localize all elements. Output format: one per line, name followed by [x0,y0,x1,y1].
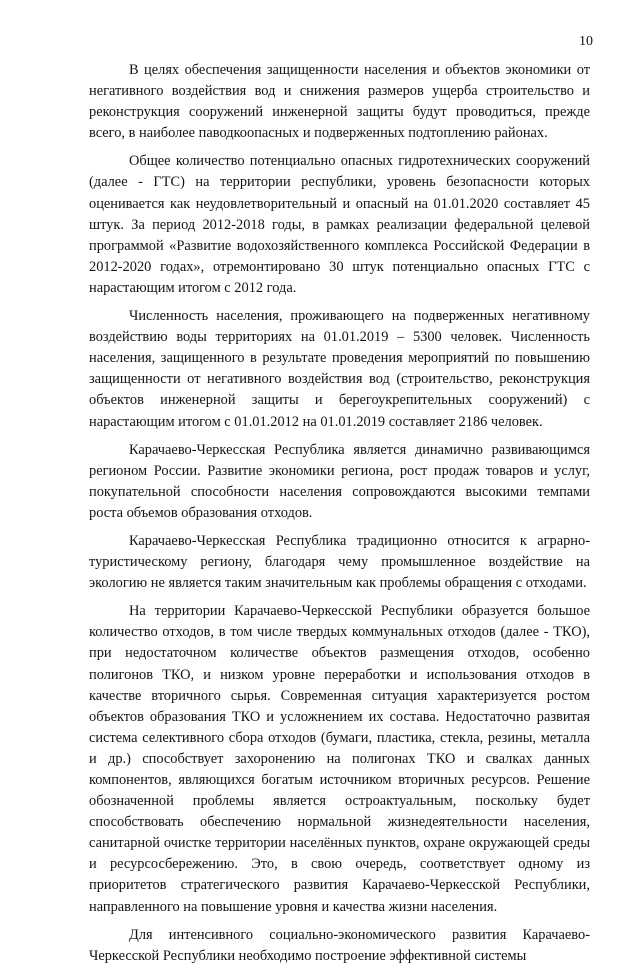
paragraph-1: В целях обеспечения защищенности населения и объектов экономики от негативного воздействия вод и снижения размеров ущерба строительство и реконструкция сооружений инженерной защиты будут проводиться, прежде всего, в наиболее паводкоопасных и подверженных подтоплению районах. [89,62,590,142]
paragraph-6: На территории Карачаево-Черкесской Республики образуется большое количество отходов, в том числе твердых коммунальных отходов (далее - ТКО), при недостаточном количестве объектов размещения отходов, особенно полигонов ТКО, и низком уровне переработки и использования отходов в качестве вторичного сырья. Современная ситуация характеризуется ростом объектов образования ТКО и усложнением их состава. Недостаточно развитая система селективного сбора отходов (бумаги, пластика, стекла, резины, металла и др.) способствует захоронению на полигонах ТКО и свалках данных компонентов, являющихся богатым источником вторичных ресурсов. Решение обозначенной проблемы является остроактуальным, поскольку будет способствовать обеспечению нормальной жизнедеятельности населения, санитарной очистке территории населённых пунктов, охране окружающей среды и ресурсосбережению. Это, в свою очередь, соответствует одному из приоритетов стратегического развития Карачаево-Черкесской Республики, направленного на повышение уровня и качества жизни населения. [89,603,590,915]
paragraph-5: Карачаево-Черкесская Республика традиционно относится к аграрно-туристическому региону, благодаря чему промышленное воздействие на экологию не является таким значительным как проблемы обращения с отходами. [89,532,590,592]
paragraph-4: Карачаево-Черкесская Республика является динамично развивающимся регионом России. Развитие экономики региона, рост продаж товаров и услуг, покупательной способности населения сопровождаются высокими темпами роста объемов образования отходов. [89,441,590,521]
paragraph-2: Общее количество потенциально опасных гидротехнических сооружений (далее - ГТС) на территории республики, уровень безопасности которых оценивается как неудовлетворительный и опасный на 01.01.2020 составляет 45 штук. За период 2012-2018 годы, в рамках реализации федеральной целевой программой «Развитие водохозяйственного комплекса Российской Федерации в 2012-2020 годах», отремонтировано 30 штук потенциально опасных ГТС с нарастающим итогом с 2012 года. [89,153,590,296]
paragraph-7: Для интенсивного социально-экономического развития Карачаево-Черкесской Республики необходимо построение эффективной системы [89,926,590,964]
paragraph-3: Численность населения, проживающего на подверженных негативному воздействию воды территориях на 01.01.2019 – 5300 человек. Численность населения, защищенного в результате проведения мероприятий по повышению защищенности от негативного воздействия вод (строительство, реконструкция объектов инженерной защиты и берегоукрепительных сооружений) с нарастающим итогом с 01.01.2012 на 01.01.2019 составляет 2186 человек. [89,308,590,430]
body-text [89,60,590,967]
page-number: 10 [579,34,593,49]
